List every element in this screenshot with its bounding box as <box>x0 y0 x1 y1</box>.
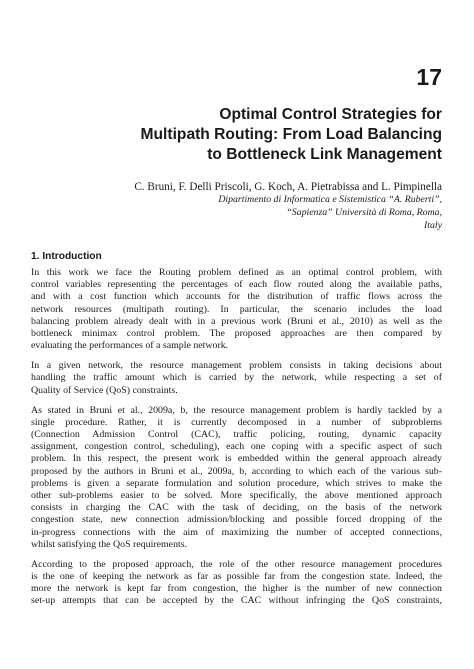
text-line: In a given network, the resource management problem consists in taking decisions about <box>31 360 442 372</box>
text-line: Quality of Service (QoS) constraints. <box>31 384 178 396</box>
text-line: in-progress connections with the aim of maximizing the number of accepted connections, <box>31 526 442 538</box>
text-line: bottleneck minimax control problem. The proposed approaches are then compared by <box>31 328 442 340</box>
title-line: Optimal Control Strategies for <box>219 106 442 123</box>
text-line: proposed by the authors in Bruni et al., 2009a, b, according to which each of the various sub- <box>31 465 442 477</box>
author-list: C. Bruni, F. Delli Priscoli, G. Koch, A. Pietrabissa and L. Pimpinella <box>134 181 442 193</box>
title-line: to Bottleneck Link Management <box>207 146 442 163</box>
title-line: Multipath Routing: From Load Balancing <box>140 126 442 143</box>
text-line: handling the traffic amount which is carried by the network, while respecting a set of <box>31 372 442 384</box>
text-line: balancing problem already dealt with in a previous work (Bruni et al., 2010) as well as the <box>31 315 442 327</box>
text-line: problem. In this respect, the present work is embedded within the general approach already <box>31 453 442 465</box>
text-line: other sub-problems easier to be solved. More specifically, the above mentioned approach <box>31 490 442 502</box>
text-line: congestion state, new connection admission/blocking and possible forced dropping of the <box>31 514 442 526</box>
text-line: single procedure. Rather, it is currently decomposed in a number of subproblems <box>31 416 442 428</box>
text-line: According to the proposed approach, the role of the other resource management procedures <box>31 558 442 570</box>
text-line: In this work we face the Routing problem defined as an optimal control problem, with <box>31 267 442 278</box>
text-line: evaluating the performances of a sample network. <box>31 340 229 352</box>
affiliation-line: Dipartimento di Informatica e Sistemistica “A. Ruberti”, <box>218 194 442 205</box>
text-line: network resources (multipath routing). In particular, the scenario includes the load <box>31 303 442 315</box>
text-line: As stated in Bruni et al., 2009a, b, the resource management problem is hardly tackled by a <box>31 404 442 416</box>
paragraph <box>31 360 442 397</box>
paragraph <box>31 559 442 608</box>
text-line: whilst satisfying the QoS requirements. <box>31 538 188 550</box>
affiliation-line: Italy <box>424 220 442 231</box>
text-line: set-up attempts that can be accepted by the CAC without infringing the QoS constraints, <box>31 595 442 607</box>
text-line: problems is given a separate formulation and solution procedure, which strives to make the <box>31 477 442 489</box>
chapter-title <box>42 105 442 165</box>
text-line: (Connection Admission Control (CAC), traffic policing, routing, dynamic capacity <box>31 429 442 441</box>
paragraph <box>31 405 442 551</box>
section-heading: 1. Introduction <box>31 251 102 262</box>
chapter-number: 17 <box>416 64 442 90</box>
text-line: and with a cost function which accounts for the distribution of traffic flows across the <box>31 291 442 303</box>
text-line: is the one of keeping the network as far as possible far from the congestion state. Indeed, the <box>31 571 442 583</box>
body-text <box>31 267 442 615</box>
affiliation <box>22 193 442 232</box>
text-line: consists in charging the CAC with the task of deciding, on the basis of the network <box>31 502 442 514</box>
text-line: control variables representing the percentages of each flow routed along the available paths, <box>31 279 442 291</box>
text-line: assignment, congestion control, scheduling), each one coping with a specific aspect of such <box>31 441 442 453</box>
text-line: more the network is kept far from congestion, the higher is the number of new connection <box>31 583 442 595</box>
paragraph <box>31 267 442 352</box>
affiliation-line: “Sapienza” Università di Roma, Roma, <box>286 207 442 218</box>
